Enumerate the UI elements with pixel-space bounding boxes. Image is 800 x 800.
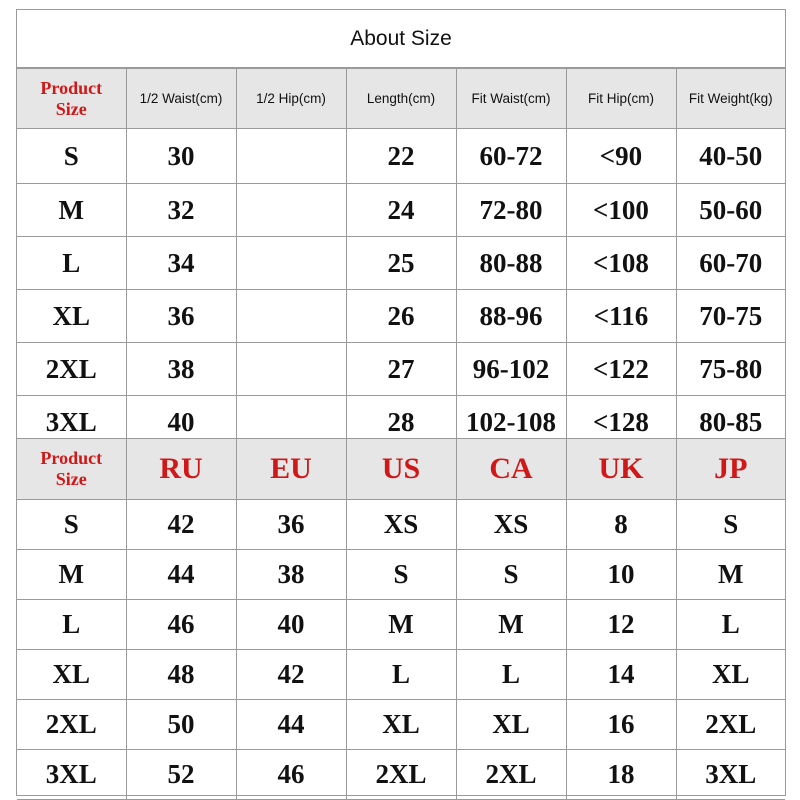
size-label-cell: XL <box>17 290 126 343</box>
table-cell: 70-75 <box>676 290 785 343</box>
table-cell: 46 <box>236 750 346 800</box>
table-cell: 88-96 <box>456 290 566 343</box>
conversion-table <box>17 438 785 800</box>
table-cell: 48 <box>126 650 236 700</box>
table-cell: 8 <box>566 500 676 550</box>
table-cell: L <box>346 650 456 700</box>
table-row <box>17 650 785 700</box>
column-header: RU <box>126 439 236 500</box>
table-cell: 24 <box>346 184 456 237</box>
column-header: 1/2 Waist(cm) <box>126 69 236 129</box>
table-cell: S <box>456 550 566 600</box>
table-row <box>17 600 785 650</box>
table-cell: <108 <box>566 237 676 290</box>
size-label-cell: 2XL <box>17 700 126 750</box>
table-cell: 22 <box>346 129 456 184</box>
table-cell: XS <box>346 500 456 550</box>
table-cell: 25 <box>346 237 456 290</box>
header-row <box>17 439 785 500</box>
table-cell: 40 <box>236 600 346 650</box>
table-cell: 40 <box>126 396 236 449</box>
table-cell: 44 <box>126 550 236 600</box>
column-header: Length(cm) <box>346 69 456 129</box>
table-cell: 36 <box>126 290 236 343</box>
size-label-cell: 3XL <box>17 750 126 800</box>
table-cell: 2XL <box>676 700 785 750</box>
table-cell: 50-60 <box>676 184 785 237</box>
column-header: Product Size <box>17 439 126 500</box>
size-label-cell: M <box>17 184 126 237</box>
table-cell: 26 <box>346 290 456 343</box>
size-chart <box>16 9 786 796</box>
column-header: Fit Hip(cm) <box>566 69 676 129</box>
column-header: Fit Waist(cm) <box>456 69 566 129</box>
table-cell: 46 <box>126 600 236 650</box>
table-cell: 18 <box>566 750 676 800</box>
table-cell: 28 <box>346 396 456 449</box>
table-cell: M <box>676 550 785 600</box>
table-row <box>17 290 785 343</box>
table-row <box>17 237 785 290</box>
size-label-cell: S <box>17 129 126 184</box>
column-header: Product Size <box>17 69 126 129</box>
table-cell: 16 <box>566 700 676 750</box>
table-cell: XL <box>676 650 785 700</box>
size-label-cell: 3XL <box>17 396 126 449</box>
table-cell: 34 <box>126 237 236 290</box>
table-row <box>17 700 785 750</box>
column-header: US <box>346 439 456 500</box>
column-header: UK <box>566 439 676 500</box>
column-header: JP <box>676 439 785 500</box>
table-cell: 102-108 <box>456 396 566 449</box>
table-cell: XL <box>456 700 566 750</box>
table-cell: 44 <box>236 700 346 750</box>
table-row <box>17 343 785 396</box>
table-cell: M <box>346 600 456 650</box>
size-label-cell: 2XL <box>17 343 126 396</box>
size-label-cell: XL <box>17 650 126 700</box>
column-header: EU <box>236 439 346 500</box>
table-cell: <122 <box>566 343 676 396</box>
table-cell: 75-80 <box>676 343 785 396</box>
table-cell: 10 <box>566 550 676 600</box>
table-cell: 60-70 <box>676 237 785 290</box>
table-cell: 40-50 <box>676 129 785 184</box>
table-cell: 32 <box>126 184 236 237</box>
chart-title: About Size <box>17 10 785 68</box>
table-cell: 72-80 <box>456 184 566 237</box>
table-cell: XL <box>346 700 456 750</box>
table-cell: 30 <box>126 129 236 184</box>
table-cell: <128 <box>566 396 676 449</box>
table-cell: 27 <box>346 343 456 396</box>
table-cell: 3XL <box>676 750 785 800</box>
table-cell: 96-102 <box>456 343 566 396</box>
size-label-cell: L <box>17 600 126 650</box>
size-label-cell: M <box>17 550 126 600</box>
table-cell <box>236 343 346 396</box>
table-cell: S <box>676 500 785 550</box>
table-cell: <90 <box>566 129 676 184</box>
table-cell: 80-88 <box>456 237 566 290</box>
table-cell: 52 <box>126 750 236 800</box>
measurement-table <box>17 68 785 449</box>
table-cell: 42 <box>236 650 346 700</box>
table-cell: <100 <box>566 184 676 237</box>
table-cell: S <box>346 550 456 600</box>
table-row <box>17 750 785 800</box>
table-cell: M <box>456 600 566 650</box>
table-cell: 2XL <box>456 750 566 800</box>
table-row <box>17 184 785 237</box>
column-header: 1/2 Hip(cm) <box>236 69 346 129</box>
table-cell <box>236 184 346 237</box>
table-cell: <116 <box>566 290 676 343</box>
table-cell: 36 <box>236 500 346 550</box>
size-label-cell: S <box>17 500 126 550</box>
table-row <box>17 550 785 600</box>
table-cell: 42 <box>126 500 236 550</box>
table-cell: L <box>676 600 785 650</box>
table-row <box>17 129 785 184</box>
table-cell: 38 <box>126 343 236 396</box>
table-cell: L <box>456 650 566 700</box>
table-cell <box>236 129 346 184</box>
table-cell: 80-85 <box>676 396 785 449</box>
table-cell <box>236 237 346 290</box>
table-cell: 60-72 <box>456 129 566 184</box>
table-cell <box>236 290 346 343</box>
table-cell: 14 <box>566 650 676 700</box>
table-cell: XS <box>456 500 566 550</box>
column-header: Fit Weight(kg) <box>676 69 785 129</box>
header-row <box>17 69 785 129</box>
table-cell: 38 <box>236 550 346 600</box>
column-header: CA <box>456 439 566 500</box>
table-cell: 12 <box>566 600 676 650</box>
table-row <box>17 500 785 550</box>
table-cell: 2XL <box>346 750 456 800</box>
size-label-cell: L <box>17 237 126 290</box>
table-cell: 50 <box>126 700 236 750</box>
